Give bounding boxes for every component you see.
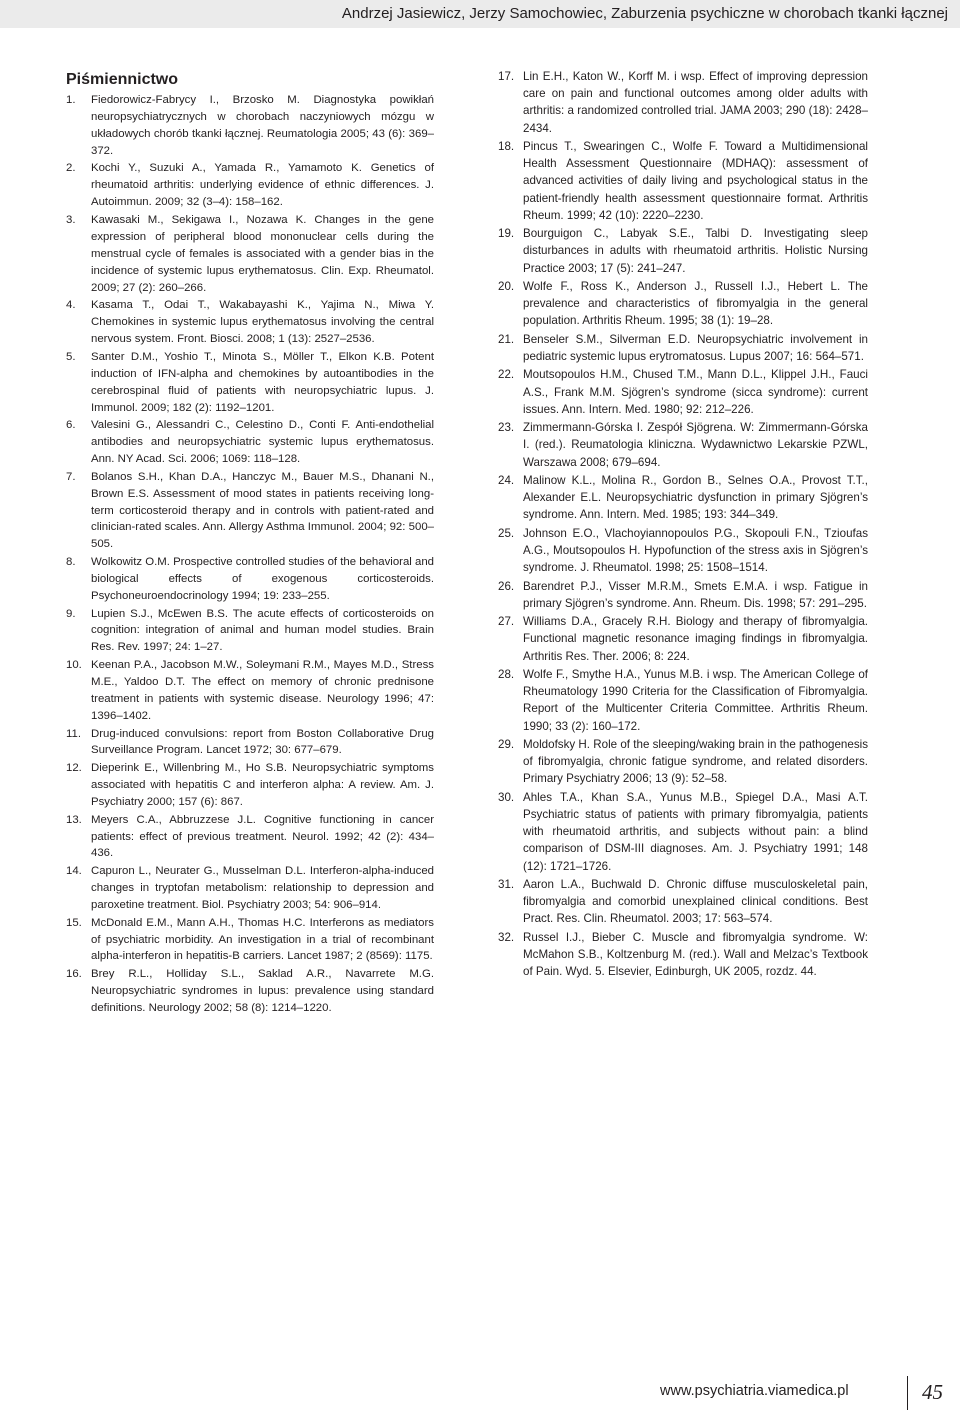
reference-number: 12. bbox=[66, 762, 82, 775]
reference-number: 13. bbox=[66, 813, 82, 826]
reference-number: 16. bbox=[66, 968, 82, 981]
reference-number: 32. bbox=[498, 930, 515, 944]
reference-number: 23. bbox=[498, 421, 515, 435]
reference-number: 24. bbox=[498, 473, 515, 487]
reference-item bbox=[66, 212, 434, 297]
reference-number: 19. bbox=[498, 227, 515, 241]
reference-text: Meyers C.A., Abbruzzese J.L. Cognitive functioning in cancer patients: effect of previous treatment. Neurol. 1992; 42 (2): 434–436. bbox=[91, 813, 434, 860]
reference-item bbox=[66, 606, 434, 657]
reference-text: Kasama T., Odai T., Wakabayashi K., Yajima N., Miwa Y. Chemokines in systemic lupus erythematosus involving the central nervous system. Front. Biosci. 2008; 1 (13): 2527–2536. bbox=[91, 299, 434, 346]
reference-item bbox=[498, 419, 868, 471]
reference-text: Moldofsky H. Role of the sleeping/waking brain in the pathogenesis of fibromyalgia, chronic fatigue syndrome, and related disorders. Primary Psychiatry 2006; 13 (9): 52–58. bbox=[523, 737, 868, 786]
reference-item bbox=[66, 657, 434, 725]
reference-item bbox=[498, 666, 868, 735]
reference-text: Benseler S.M., Silverman E.D. Neuropsychiatric involvement in pediatric systemic lupus erytromatosus. Lupus 2007; 16: 564–571. bbox=[523, 332, 868, 363]
reference-text: Keenan P.A., Jacobson M.W., Soleymani R.M., Mayes M.D., Stress M.E., Yaldoo D.T. The effect on memory of chronic prednisone treatment in patients with systemic disease. Neurology 1996; 47: 1396–1402. bbox=[91, 659, 434, 722]
reference-number: 14. bbox=[66, 865, 82, 878]
reference-item bbox=[66, 297, 434, 348]
reference-number: 1. bbox=[66, 94, 76, 106]
reference-number: 20. bbox=[498, 280, 515, 293]
reference-text: Moutsopoulos H.M., Chused T.M., Mann D.L., Klippel J.H., Fauci A.S., Frank M.M. Sjögren’s syndrome (sicca syndrome): current issues. Ann. Intern. Med. 1980; 92: 212–226. bbox=[523, 368, 868, 416]
reference-item bbox=[66, 915, 434, 966]
reference-number: 31. bbox=[498, 877, 515, 891]
reference-text: Aaron L.A., Buchwald D. Chronic diffuse musculoskeletal pain, fibromyalgia and comorbid unexplained clinical conditions. Best Pract. Res. Clin. Rheumatol. 2003; 17: 563–574. bbox=[523, 877, 868, 926]
reference-text: Fiedorowicz-Fabrycy I., Brzosko M. Diagnostyka powikłań neuropsychiatrycznych w chorobach naczyniowych mózgu w układowych chorób tkanki łącznej. Reumatologia 2005; 43 (6): 369–372. bbox=[91, 94, 434, 157]
reference-item bbox=[66, 469, 434, 554]
reference-number: 9. bbox=[66, 607, 76, 620]
reference-item bbox=[498, 225, 868, 277]
footer-divider bbox=[907, 1376, 908, 1410]
reference-number: 25. bbox=[498, 526, 515, 540]
reference-number: 7. bbox=[66, 470, 76, 483]
reference-text: Bourguigon C., Labyak S.E., Talbi D. Investigating sleep disturbances in adults with rheumatoid arthritis. Holistic Nursing Practice 2003; 17 (5): 241–247. bbox=[523, 227, 868, 275]
reference-text: Lupien S.J., McEwen B.S. The acute effects of corticosteroids on cognition: integration of animal and human model studies. Brain Res. Rev. 1997; 24: 1–27. bbox=[91, 607, 434, 654]
reference-text: Capuron L., Neurater G., Musselman D.L. Interferon-alpha-induced changes in tryptofan metabolism: relationship to depression and paroxetine treatment. Biol. Psychiatry 2003; 54: 906–914. bbox=[91, 865, 434, 911]
reference-item bbox=[498, 876, 868, 928]
reference-item bbox=[498, 331, 868, 365]
reference-item bbox=[498, 929, 868, 981]
reference-number: 21. bbox=[498, 332, 515, 346]
reference-text: Zimmermann-Górska I. Zespół Sjögrena. W: Zimmermann-Górska I. (red.). Reumatologia kliniczna. Wydawnictwo Lekarskie PZWL, Warszawa 2008; 679–694. bbox=[523, 421, 868, 469]
running-title: Andrzej Jasiewicz, Jerzy Samochowiec, Zaburzenia psychiczne w chorobach tkanki łącznej bbox=[341, 5, 948, 22]
reference-item bbox=[498, 789, 868, 875]
reference-text: Bolanos S.H., Khan D.A., Hanczyc M., Bauer M.S., Dhanani N., Brown E.S. Assessment of mood states in patients receiving long-term corticosteroid therapy and in controls with patient-rated and clinician-rated scales. Ann. Allergy Asthma Immunol. 2004; 92: 500–505. bbox=[91, 470, 434, 551]
footer-url[interactable]: www.psychiatria.viamedica.pl bbox=[660, 1383, 849, 1399]
reference-number: 15. bbox=[66, 916, 82, 929]
reference-number: 2. bbox=[66, 162, 76, 175]
reference-item bbox=[498, 578, 868, 612]
reference-number: 28. bbox=[498, 667, 515, 681]
reference-number: 22. bbox=[498, 368, 515, 382]
reference-text: Wolfe F., Smythe H.A., Yunus M.B. i wsp. The American College of Rheumatology 1990 Criteria for the Classification of Fibromyalgia. Report of the Multicenter Criteria Committee. Arthritis Rheum. 1990; 33 (2): 160–172. bbox=[523, 667, 868, 733]
running-header bbox=[0, 0, 960, 28]
reference-item bbox=[498, 736, 868, 788]
reference-item bbox=[66, 863, 434, 914]
reference-item bbox=[498, 138, 868, 224]
reference-item bbox=[66, 417, 434, 468]
references-left-column bbox=[66, 92, 434, 1018]
reference-text: Johnson E.O., Vlachoyiannopoulos P.G., Skopouli F.N., Tzioufas A.G., Moutsopoulos H. Hypofunction of the stress axis in Sjögren’s syndrome. J. Rheumatol. 1998; 25: 1508–1514. bbox=[523, 526, 868, 575]
reference-item bbox=[498, 613, 868, 665]
reference-number: 5. bbox=[66, 350, 76, 363]
reference-number: 26. bbox=[498, 579, 515, 593]
reference-number: 10. bbox=[66, 659, 82, 672]
page-number: 45 bbox=[922, 1380, 943, 1404]
reference-item bbox=[498, 68, 868, 137]
reference-item bbox=[66, 760, 434, 811]
reference-item bbox=[498, 278, 868, 330]
reference-number: 4. bbox=[66, 299, 76, 312]
reference-text: Malinow K.L., Molina R., Gordon B., Selnes O.A., Provost T.T., Alexander E.L. Neuropsychiatric dysfunction in primary Sjögren’s syndrome. Ann. Intern. Med. 1985; 193: 344–349. bbox=[523, 473, 868, 522]
reference-text: McDonald E.M., Mann A.H., Thomas H.C. Interferons as mediators of psychiatric morbidity. An investigation in a trial of recombinant alpha-interferon in hepatitis-B carriers. Lancet 1987; 2 (8569): 1175. bbox=[91, 916, 434, 963]
reference-number: 27. bbox=[498, 615, 515, 629]
reference-text: Dieperink E., Willenbring M., Ho S.B. Neuropsychiatric symptoms associated with hepatitis C and interferon alpha: A review. Am. J. Psychiatry 2000; 157 (6): 867. bbox=[91, 762, 434, 808]
reference-text: Valesini G., Alessandri C., Celestino D., Conti F. Anti-endothelial antibodies and neuropsychiatric systemic lupus erythematosus. Ann. NY Acad. Sci. 2006; 1069: 118–128. bbox=[91, 419, 434, 466]
reference-text: Ahles T.A., Khan S.A., Yunus M.B., Spiegel D.A., Masi A.T. Psychiatric status of patients with primary fibromyalgia, patients with rheumatoid arthritis, and subjects without pain: a blind comparison of DSM-III diagnoses. Am. J. Psychiatry 1991; 148 (12): 1721–1726. bbox=[523, 790, 868, 873]
reference-text: Russel I.J., Bieber C. Muscle and fibromyalgia syndrome. W: McMahon S.B., Koltzenburg M. (red.). Wall and Melzac’s Textbook of Pain. Wyd. 5. Elsevier, Edinburgh, UK 2005, rozdz. 44. bbox=[523, 930, 868, 979]
reference-item bbox=[498, 366, 868, 418]
reference-item bbox=[498, 472, 868, 524]
reference-number: 11. bbox=[66, 727, 81, 740]
reference-number: 18. bbox=[498, 140, 515, 153]
section-title: Piśmiennictwo bbox=[66, 71, 179, 88]
reference-item bbox=[66, 726, 434, 760]
reference-text: Wolkowitz O.M. Prospective controlled studies of the behavioral and biological effects of exogenous corticosteroids. Psychoneuroendocrinology 1994; 19: 233–255. bbox=[91, 556, 434, 602]
reference-item bbox=[66, 160, 434, 211]
reference-number: 3. bbox=[66, 213, 76, 226]
reference-text: Brey R.L., Holliday S.L., Saklad A.R., Navarrete M.G. Neuropsychiatric syndromes in lupus: prevalence using standard definitions. Neurology 2002; 58 (8): 1214–1220. bbox=[91, 968, 434, 1014]
reference-number: 29. bbox=[498, 737, 515, 751]
reference-item bbox=[66, 349, 434, 417]
references-right-column bbox=[498, 68, 868, 982]
reference-number: 6. bbox=[66, 419, 76, 432]
reference-item bbox=[498, 525, 868, 577]
reference-text: Drug-induced convulsions: report from Boston Collaborative Drug Surveillance Program. Lancet 1972; 30: 677–679. bbox=[91, 727, 434, 757]
reference-text: Pincus T., Swearingen C., Wolfe F. Toward a Multidimensional Health Assessment Questionnaire (MDHAQ): assessment of advanced activities of daily living and psychological status in the patient-friendly health assessment questionnaire format. Arthritis Rheum. 1999; 42 (10): 2220–2230. bbox=[523, 140, 868, 222]
reference-number: 8. bbox=[66, 556, 76, 569]
reference-text: Kochi Y., Suzuki A., Yamada R., Yamamoto K. Genetics of rheumatoid arthritis: underlying evidence of ethnic differences. J. Autoimmun. 2009; 32 (3–4): 158–162. bbox=[91, 162, 434, 209]
reference-item bbox=[66, 812, 434, 863]
reference-text: Santer D.M., Yoshio T., Minota S., Möller T., Elkon K.B. Potent induction of IFN-alpha and chemokines by autoantibodies in the cerebrospinal fluid of patients with neuropsychiatric lupus. J. Immunol. 2009; 182 (2): 1192–1201. bbox=[91, 350, 434, 414]
reference-item bbox=[66, 92, 434, 160]
reference-number: 30. bbox=[498, 790, 515, 804]
reference-text: Wolfe F., Ross K., Anderson J., Russell I.J., Hebert L. The prevalence and characteristics of fibromyalgia in the general population. Arthritis Rheum. 1995; 38 (1): 19–28. bbox=[523, 280, 868, 328]
reference-item bbox=[66, 966, 434, 1017]
reference-text: Lin E.H., Katon W., Korff M. i wsp. Effect of improving depression care on pain and functional outcomes among older adults with arthritis: a randomized controlled trial. JAMA 2003; 290 (18): 2428–2434. bbox=[523, 70, 868, 135]
reference-text: Williams D.A., Gracely R.H. Biology and therapy of fibromyalgia. Functional magnetic resonance imaging findings in fibromyalgia. Arthritis Res. Ther. 2006; 8: 224. bbox=[523, 615, 868, 663]
reference-text: Barendret P.J., Visser M.R.M., Smets E.M.A. i wsp. Fatigue in primary Sjögren’s syndrome. Ann. Rheum. Dis. 1998; 57: 291–295. bbox=[523, 579, 868, 610]
reference-item bbox=[66, 554, 434, 605]
reference-text: Kawasaki M., Sekigawa I., Nozawa K. Changes in the gene expression of peripheral blood mononuclear cells during the menstrual cycle of females is associated with a gender bias in the incidence of systemic lupus erythematosus. Clin. Exp. Rheumatol. 2009; 27 (2): 260–266. bbox=[91, 213, 434, 294]
reference-number: 17. bbox=[498, 70, 515, 83]
